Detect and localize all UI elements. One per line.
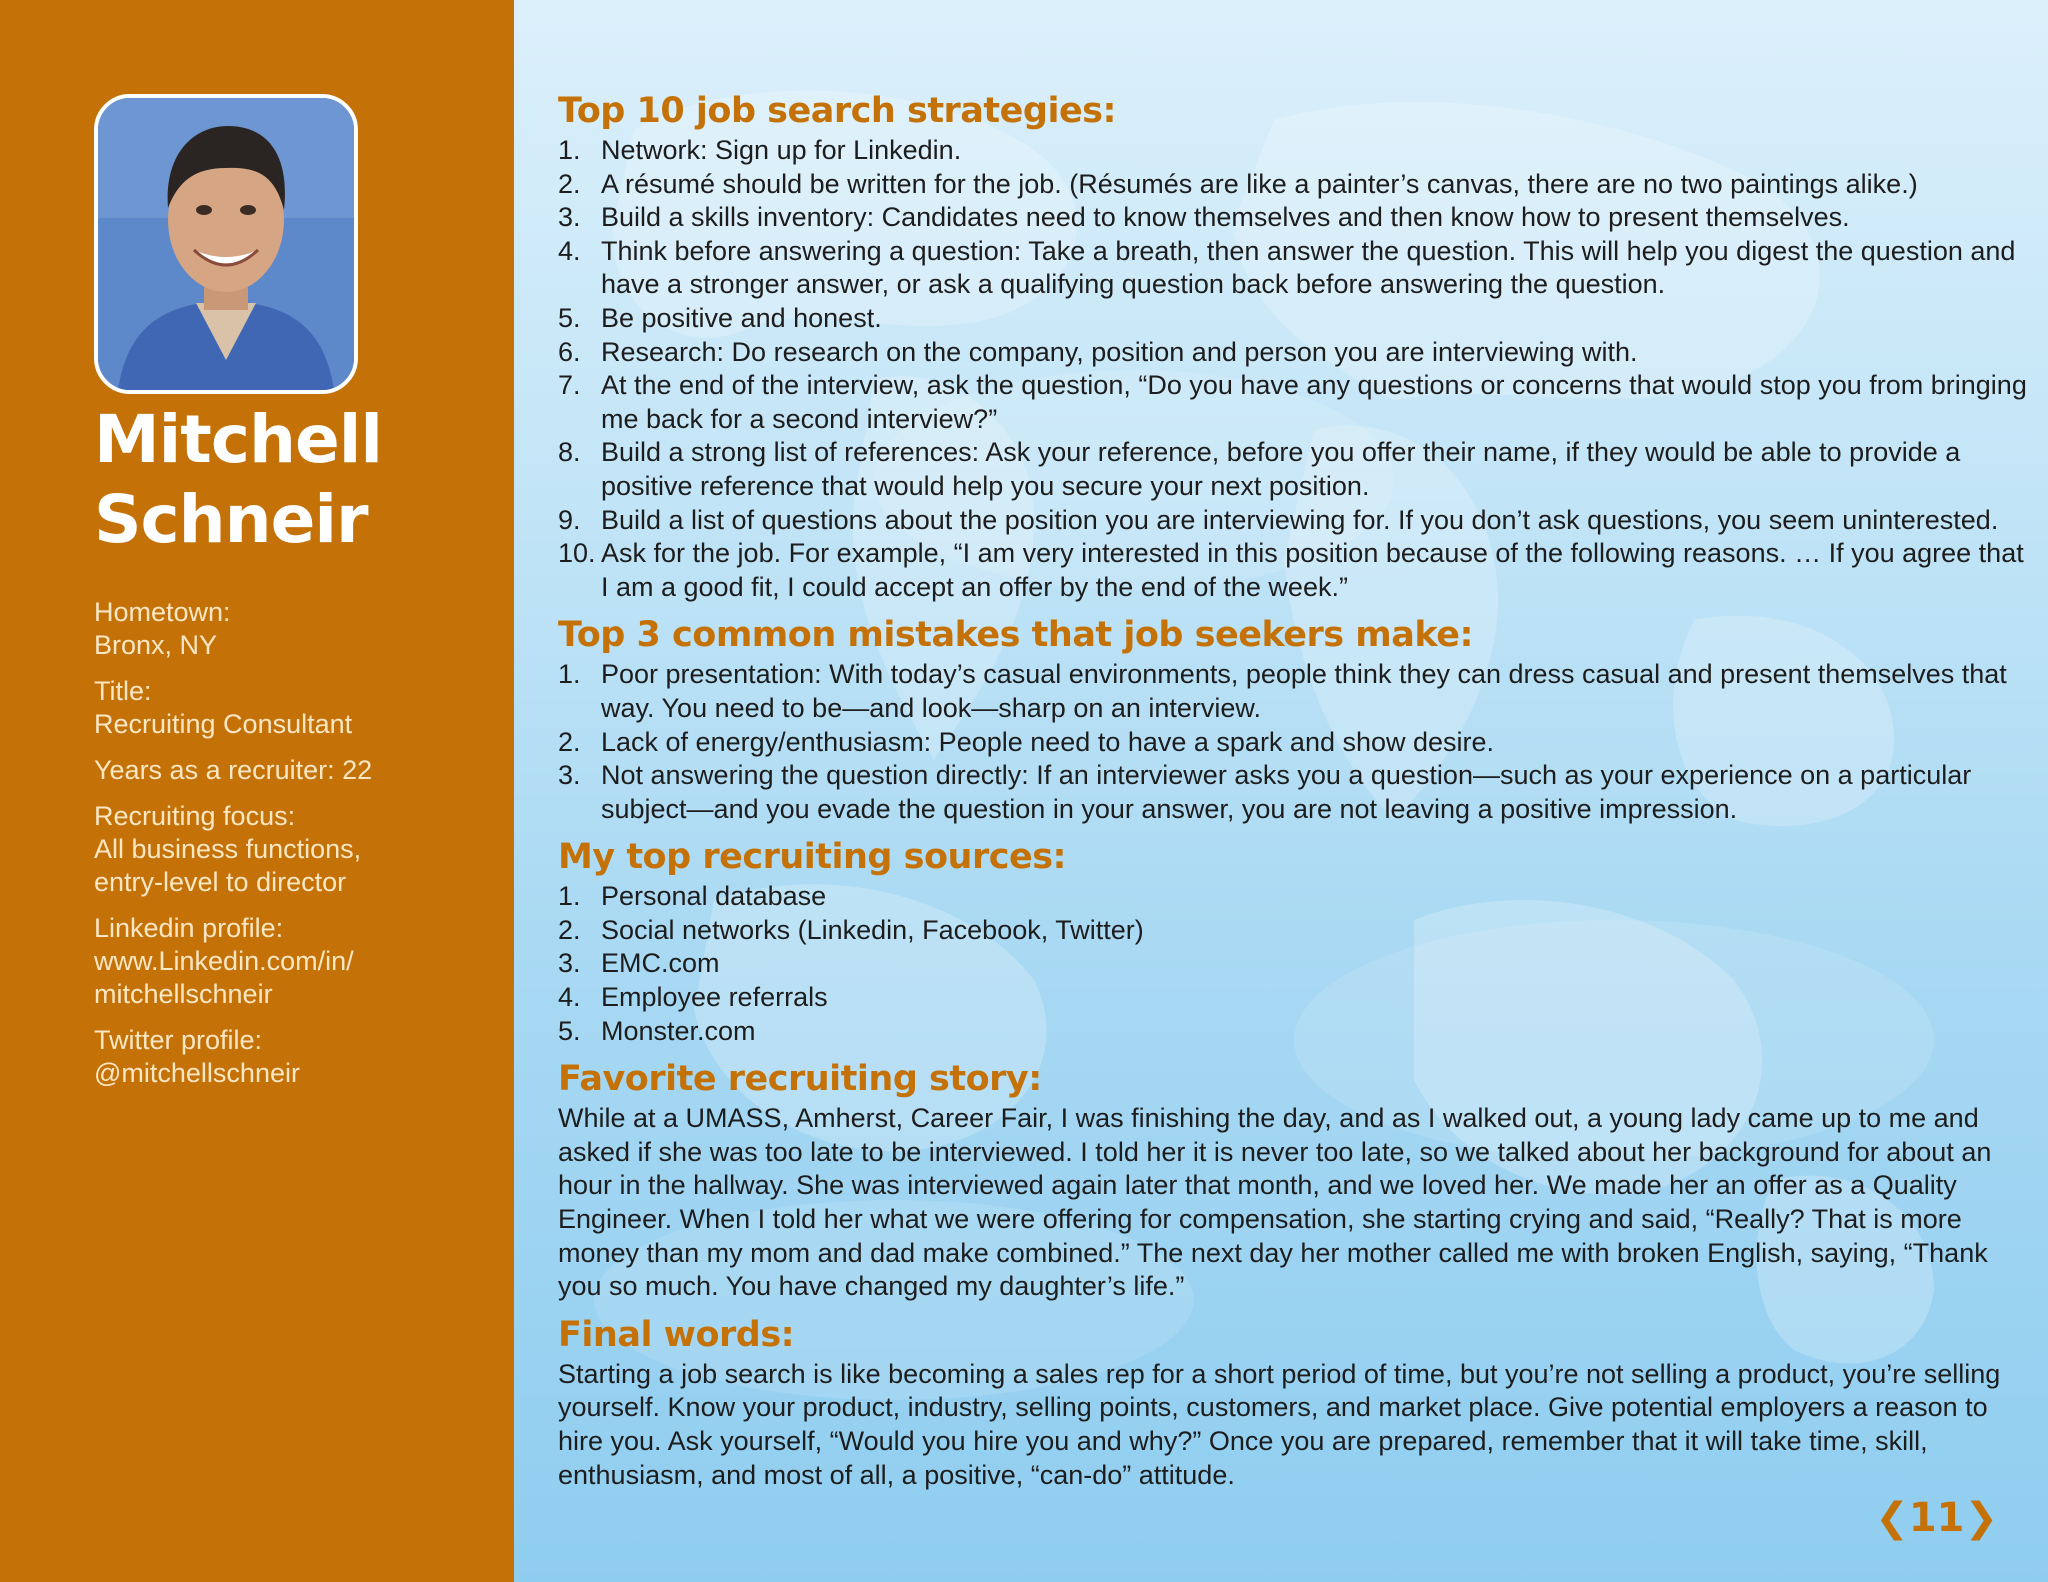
page-number-value: 11 [1908, 1495, 1965, 1541]
list-item [558, 914, 2028, 948]
item-number: 3. [558, 202, 581, 233]
item-text: Monster.com [601, 1015, 756, 1046]
last-name: Schneir [94, 481, 368, 558]
first-name: Mitchell [94, 401, 382, 478]
main-content [514, 0, 2048, 1582]
item-text: Build a strong list of references: Ask your reference, before you offer their name, if they would be able to provide a positive reference that would help you secure your next position. [601, 437, 1961, 501]
item-text: At the end of the interview, ask the question, “Do you have any questions or concerns that would stop you from bringing me back for a second interview?” [601, 370, 2027, 434]
item-text: Employee referrals [601, 982, 828, 1013]
item-text: Personal database [601, 881, 827, 912]
final-words-heading: Final words: [558, 1314, 795, 1355]
item-number: 7. [558, 370, 581, 401]
list-item [558, 981, 2028, 1015]
item-number: 5. [558, 302, 581, 333]
list-item [558, 369, 2028, 436]
list-item [558, 759, 2028, 826]
item-number: 2. [558, 726, 581, 757]
item-text: Social networks (Linkedin, Facebook, Twitter) [601, 914, 1144, 945]
item-number: 4. [558, 235, 581, 266]
sources-heading: My top recruiting sources: [558, 837, 1067, 878]
list-item [558, 201, 2028, 235]
article-body [558, 88, 2028, 1500]
item-number: 9. [558, 504, 581, 535]
item-number: 5. [558, 1015, 581, 1046]
story-text: While at a UMASS, Amherst, Career Fair, I was finishing the day, and as I walked out, a young lady came up to me and asked if she was too late to be interviewed. I told her it is never too late, so we talked about her background for about an hour in the hallway. She was interviewed again later that month, and we loved her. We made her an offer as a Quality Engineer. When I told her what we were offering for compensation, she starting crying and said, “Really? That is more money than my mom and dad make combined.” The next day her mother called me with broken English, saying, “Thank you so much. You have changed my daughter’s life.” [558, 1103, 1992, 1302]
mistakes-list [558, 658, 2028, 826]
item-text: Research: Do research on the company, position and person you are interviewing with. [601, 336, 1638, 367]
hometown-label: Hometown: [94, 597, 231, 627]
title-value: Recruiting Consultant [94, 709, 353, 739]
item-number: 1. [558, 881, 581, 912]
item-number: 2. [558, 914, 581, 945]
item-text: Build a skills inventory: Candidates need to know themselves and then know how to present themselves. [601, 202, 1850, 233]
hometown-field [94, 596, 494, 662]
item-text: Be positive and honest. [601, 302, 882, 333]
focus-value-line2: entry-level to director [94, 867, 347, 897]
list-item [558, 168, 2028, 202]
years-field [94, 754, 494, 787]
title-label: Title: [94, 676, 152, 706]
profile-photo [94, 94, 358, 394]
list-item [558, 302, 2028, 336]
profile-sidebar [0, 0, 514, 1582]
list-item [558, 436, 2028, 503]
item-number: 3. [558, 760, 581, 791]
twitter-field [94, 1024, 494, 1090]
item-text: Build a list of questions about the position you are interviewing for. If you don’t ask questions, you seem uninterested. [601, 504, 1999, 535]
chevron-right-icon: ❯ [1964, 1495, 1998, 1541]
years-label: Years as a recruiter: [94, 755, 335, 785]
strategies-heading: Top 10 job search strategies: [558, 91, 1117, 131]
list-item [558, 235, 2028, 302]
item-text: Ask for the job. For example, “I am very interested in this position because of the following reasons. … If you agree that I am a good fit, I could accept an offer by the end of the week.” [601, 538, 2024, 602]
sources-list [558, 880, 2028, 1048]
item-text: EMC.com [601, 948, 720, 979]
profile-details [94, 596, 494, 1103]
list-item [558, 726, 2028, 760]
person-portrait-icon [98, 98, 354, 390]
item-number: 1. [558, 659, 581, 690]
item-number: 3. [558, 948, 581, 979]
item-number: 6. [558, 336, 581, 367]
item-text: A résumé should be written for the job. (Résumés are like a painter’s canvas, there are no two paintings alike.) [601, 168, 1918, 199]
linkedin-label: Linkedin profile: [94, 913, 284, 943]
list-item [558, 947, 2028, 981]
list-item [558, 880, 2028, 914]
focus-value-line1: All business functions, [94, 834, 362, 864]
item-number: 2. [558, 168, 581, 199]
item-number: 4. [558, 982, 581, 1013]
item-number: 10. [558, 538, 596, 569]
title-field [94, 675, 494, 741]
final-words-text: Starting a job search is like becoming a sales rep for a short period of time, but you’re not selling a product, you’re selling yourself. Know your product, industry, selling points, customers, and market place. Give potential employers a reason to hire you. Ask yourself, “Would you hire you and why?” Once you are prepared, remember that it will take time, skill, enthusiasm, and most of all, a positive, “can-do” attitude. [558, 1358, 2001, 1490]
list-item [558, 658, 2028, 725]
page-number [1875, 1494, 1998, 1542]
list-item [558, 1015, 2028, 1049]
twitter-handle[interactable]: @mitchellschneir [94, 1058, 300, 1088]
item-text: Network: Sign up for Linkedin. [601, 135, 962, 165]
story-heading: Favorite recruiting story: [558, 1059, 1042, 1100]
strategies-list [558, 134, 2028, 604]
list-item [558, 537, 2028, 604]
linkedin-url-line2[interactable]: mitchellschneir [94, 979, 273, 1009]
list-item [558, 504, 2028, 538]
twitter-label: Twitter profile: [94, 1025, 263, 1055]
item-text: Poor presentation: With today’s casual environments, people think they can dress casual and present themselves that way. You need to be—and look—sharp on an interview. [601, 659, 2007, 723]
hometown-value: Bronx, NY [94, 630, 218, 660]
linkedin-url-line1[interactable]: www.Linkedin.com/in/ [94, 946, 354, 976]
focus-label: Recruiting focus: [94, 801, 296, 831]
item-number: 1. [558, 135, 581, 165]
person-name [94, 400, 494, 560]
list-item [558, 336, 2028, 370]
years-value: 22 [342, 755, 373, 785]
item-number: 8. [558, 437, 581, 468]
item-text: Think before answering a question: Take a breath, then answer the question. This will help you digest the question and have a stronger answer, or ask a qualifying question back before answering the question. [601, 235, 2016, 300]
focus-field [94, 800, 494, 899]
item-text: Lack of energy/enthusiasm: People need to have a spark and show desire. [601, 726, 1495, 757]
mistakes-heading: Top 3 common mistakes that job seekers make: [558, 615, 1473, 656]
list-item [558, 134, 2028, 168]
linkedin-field [94, 912, 494, 1011]
chevron-left-icon: ❮ [1875, 1495, 1909, 1541]
item-text: Not answering the question directly: If an interviewer asks you a question—such as your experience on a particular subject—and you evade the question in your answer, you are not leaving a positive impression. [601, 760, 1972, 824]
